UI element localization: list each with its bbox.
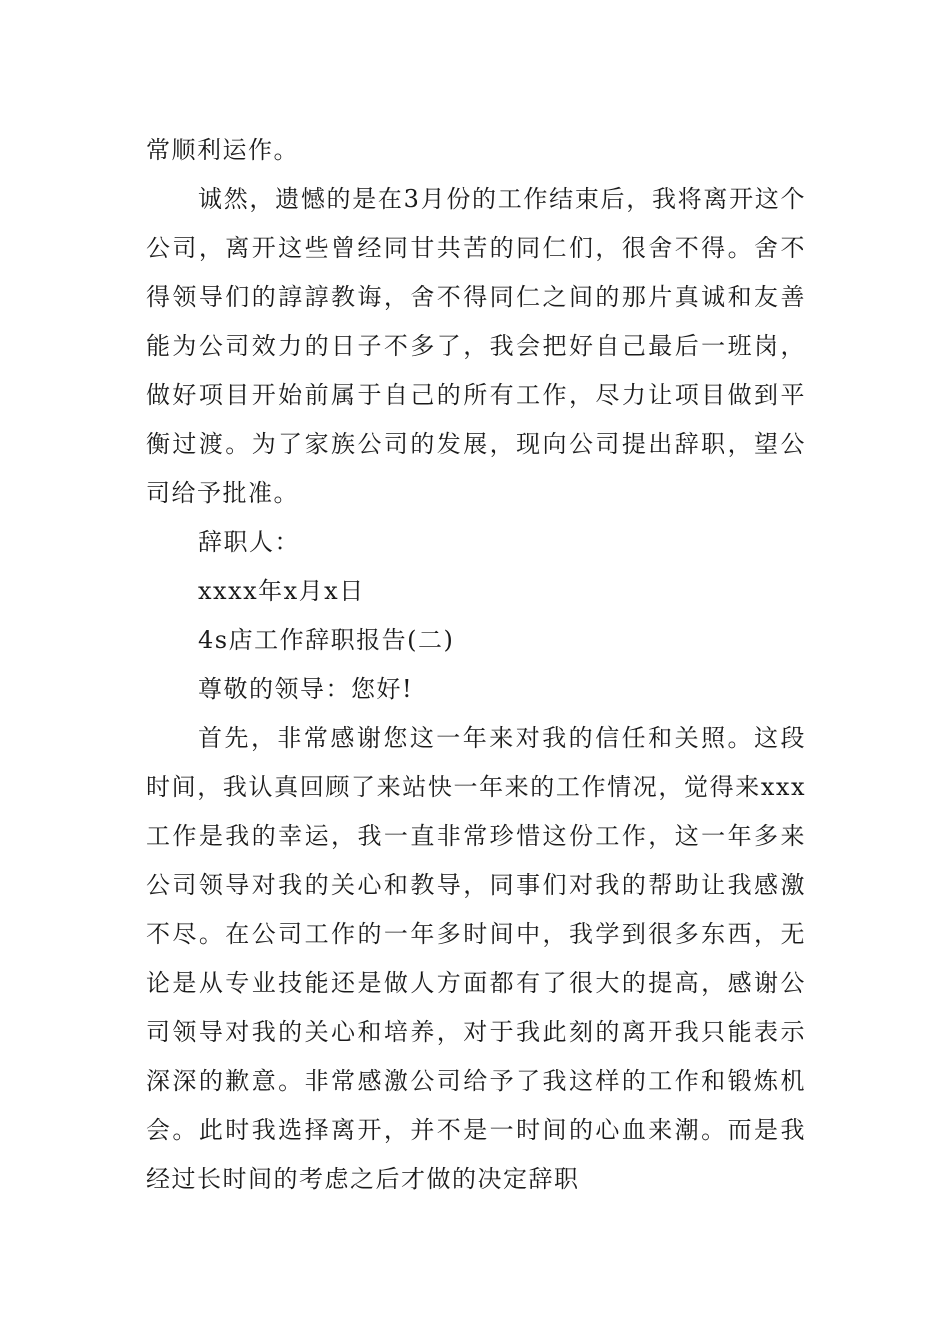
signature-date: xxxx年x月x日 (198, 577, 365, 605)
section-title: 4s店工作辞职报告(二) (198, 626, 455, 654)
document-body (146, 126, 806, 1204)
paragraph-continuation: 常顺利运作。 (146, 136, 299, 164)
paragraph-departure-notice: 诚然，遗憾的是在3月份的工作结束后，我将离开这个公司，离开这些曾经同甘共苦的同仁们，很舍不得。舍不得领导们的諄諄教诲，舍不得同仁之间的那片真诚和友善能为公司效力的日子不多了，我会把好自己最后一班岗，做好项目开始前属于自己的所有工作，尽力让项目做到平衡过渡。为了家族公司的发展，现向公司提出辞职，望公司给予批准。 (146, 185, 806, 507)
paragraph-gratitude: 首先，非常感谢您这一年来对我的信任和关照。这段时间，我认真回顾了来站快一年来的工作情况，觉得来xxx工作是我的幸运，我一直非常珍惜这份工作，这一年多来公司领导对我的关心和教导，同事们对我的帮助让我感激不尽。在公司工作的一年多时间中，我学到很多东西，无论是从专业技能还是做人方面都有了很大的提高，感谢公司领导对我的关心和培养，对于我此刻的离开我只能表示深深的歉意。非常感激公司给予了我这样的工作和锻炼机会。此时我选择离开，并不是一时间的心血来潮。而是我经过长时间的考虑之后才做的决定辞职 (146, 724, 806, 1193)
signature-label: 辞职人： (198, 528, 300, 556)
salutation: 尊敬的领导：您好! (198, 675, 414, 703)
